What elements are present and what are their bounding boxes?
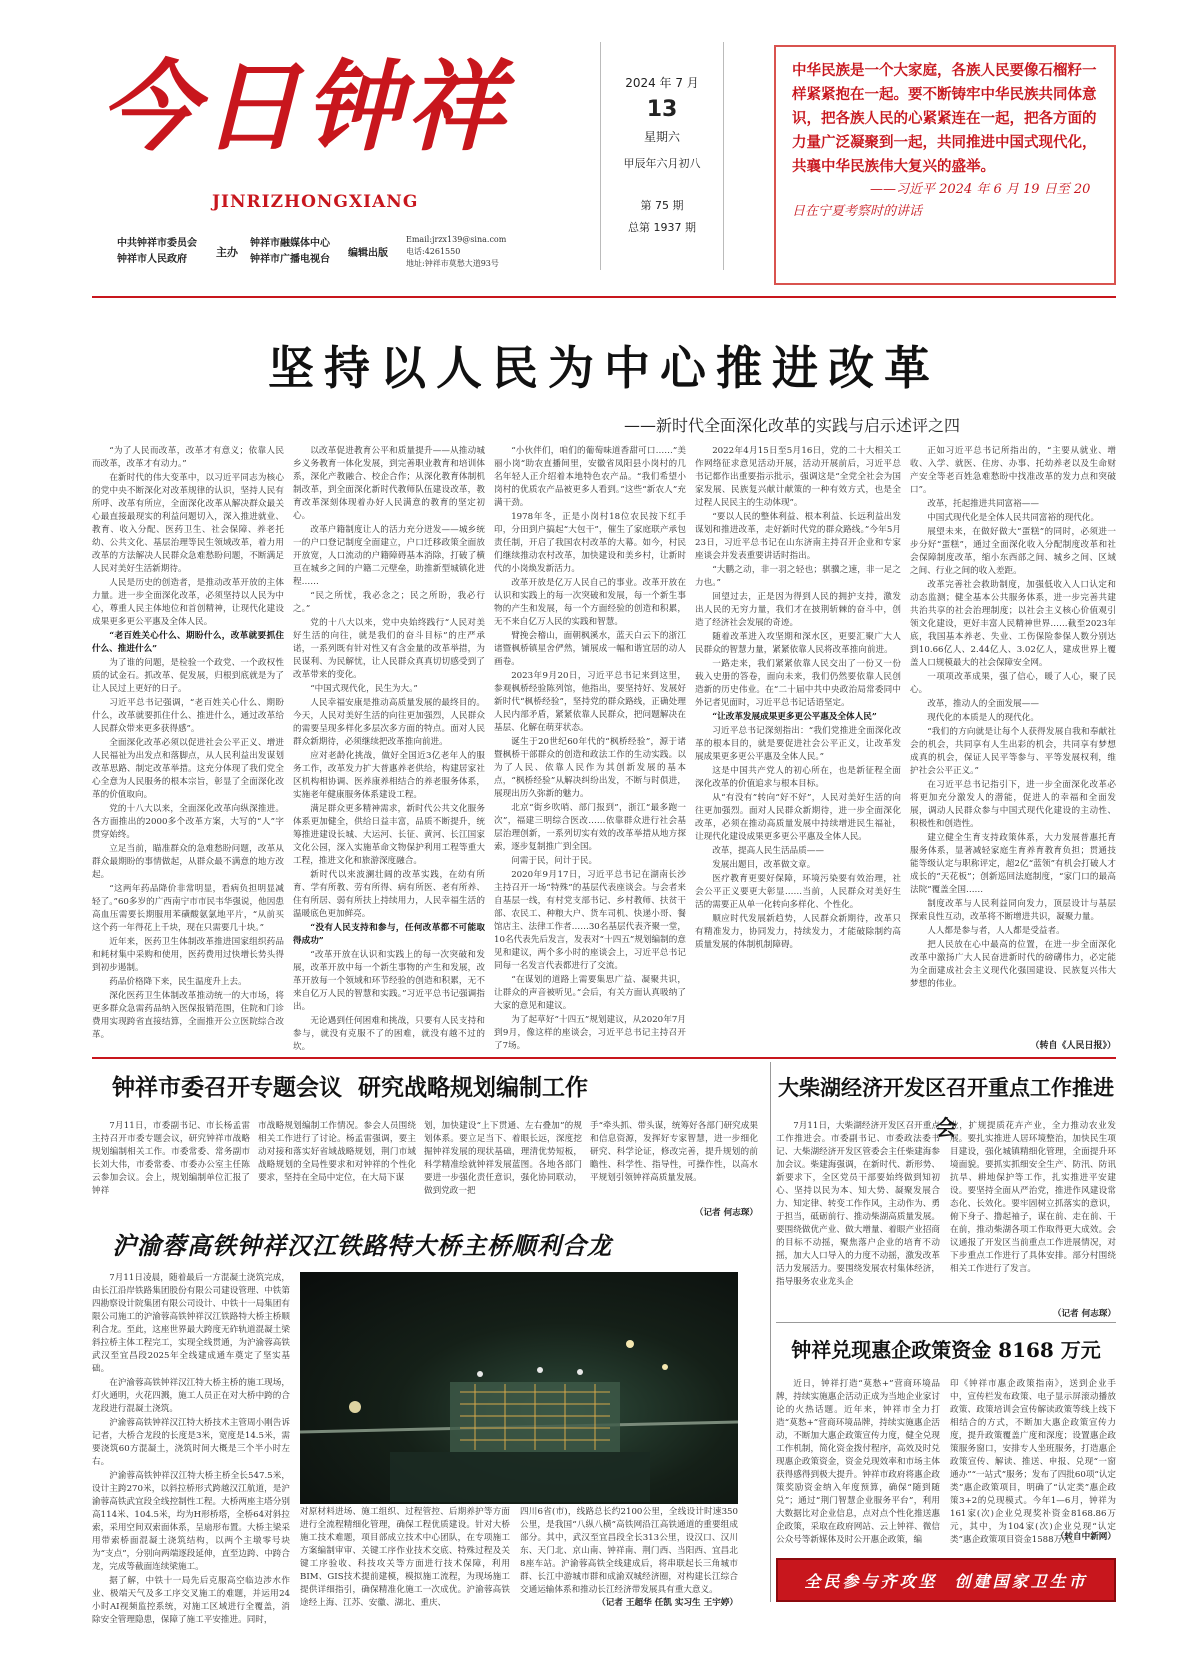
date-month: 2024 年 7 月 — [625, 76, 699, 90]
lead-paragraph: 诞生于20世纪60年代的“枫桥经验”，源于诸暨枫桥干部群众的创造和政法工作的生动实践。以为了人民、依靠人民作为其创新发展的基本点，“枫桥经验”从解决纠纷出发，不断与时俱进，展现出历久弥新的魅力。 — [494, 737, 686, 799]
address: 地址:钟祥市莫愁大道93号 — [406, 259, 499, 268]
article2-col-1: 7月11日，市委副书记、市长杨孟雷主持召开市委专题会议，研究钟祥市战略规划编制相关工作。市委常委、常务副市长刘大伟，市委常委、市委办公室主任陈云参加会议。会上，规划编制单位汇报了钟祥 — [92, 1121, 250, 1196]
lead-paragraph: “要以人民的整体利益、根本利益、长远利益出发谋划和推进改革，走好新时代党的群众路线。”今年5月23日，习近平总书记在山东济南主持召开企业和专家座谈会并发表重要讲话时指出。 — [695, 512, 901, 561]
lead-paragraph: “中国式现代化，民生为大。” — [310, 684, 418, 694]
phone: 电话:4261550 — [406, 247, 461, 256]
lead-paragraph: “改革开放在认识和实践上的每一次突破和发展，改革开放中每一个新生事物的产生和发展，改革开放每一个领域和环节经验的创造和积累，无不来自亿万人民的智慧和实践。”习近平总书记强调指出。 — [293, 950, 485, 1012]
article3-col-3: 四川6省(市)，线路总长约2100公里，全线设计时速350公里，是我国“八纵八横”高铁网沿江高铁通道的重要组成部分。其中，武汉至宜昌段全长313公里，设汉口、汉川东、天门北、京山南、钟祥南、荆门西、当阳西、宜昌北8座车站。沪渝蓉高铁全线建成后，将串联起长三角城市群、长江中游城市群和成渝双城经济圈，对构建长江综合交通运输体系和推动长江经济带发展具有重大意义。 — [520, 1507, 738, 1595]
lead-paragraph: 为了谁的问题，是检验一个政党、一个政权性质的试金石。抓改革、促发展，归根到底就是为了让人民过上更好的日子。 — [92, 658, 284, 694]
lead-credit: （转自《人民日报》） — [1030, 1041, 1116, 1051]
lead-paragraph: 改革，提高人民生活品质—— — [712, 846, 824, 856]
lead-paragraph: 立足当前，瞄准群众的急难愁盼问题，改革从群众最期盼的事情做起，从群众最不满意的地方改起。 — [92, 844, 284, 880]
lead-paragraph: 现代化的本质是人的现代化。 — [927, 713, 1039, 723]
lead-paragraph: 为了起草好“十四五”规划建议，从2020年7月到9月，像这样的座谈会，习近平总书记主持召开了7场。 — [494, 1015, 686, 1051]
article3-paragraph: 据了解，中铁十一局先后克服高空临边涉水作业、极端天气及多工序交叉施工的难题，并运用24小时AI视频监控系统，对施工区域进行全覆盖，消除安全管理隐患，保障了施工平安推进。同时， — [92, 1576, 290, 1625]
lead-col-4 — [695, 445, 901, 1039]
article3-paragraph: 7月11日凌晨，随着最后一方混凝土浇筑完成，由长江沿岸铁路集团股份有限公司建设管理、中铁第四勘察设计院集团有限公司设计、中铁十一局集团有限公司施工的沪渝蓉高铁钟祥汉江铁路特大桥主桥顺利合龙。至此，这座世界最大跨度无砟轨道混凝土梁斜拉桥主体工程完工，实现全线贯通，为沪渝蓉高铁武汉至宜昌段2025年全线建成通车奠定了坚实基础。 — [92, 1273, 290, 1374]
article2-col-4: 手“牵头抓、带头谋，统筹好各部门研究成果和信息资源，发挥好专家智慧，进一步细化研究、科学论证，修改完善，提升规划的前瞻性、科学性、指导性，可操作性，以高水平规划引领钟祥高质量发展。 — [590, 1121, 758, 1183]
article5-col-1: 近日，钟祥打造“莫愁+”营商环境品牌，持续实施惠企活动正成为当地企业家讨论的火热话题。近年来，钟祥市全力打造“莫愁+”营商环境品牌，持续实施惠企活动，不断加大惠企政策宣传力度，健全兑现工作机制，简化资金拨付程序，高效及时兑现惠企政策资金，资金兑现效率和市场主体获得感得到极大提升。钟祥市政府将惠企政策奖励资金纳入年度预算，确保“随到随兑”；通过“荆门智慧企业服务平台”，利用大数据比对企业信息，点对点个性化推送惠企政策，采取在政府网站、云上钟祥、微信公众号等新媒体及时公开惠企政策，编 — [776, 1379, 940, 1545]
lead-subheading: “老百姓关心什么、期盼什么，改革就要抓住什么、推进什么” — [92, 631, 284, 654]
total-issue: 总第 1937 期 — [628, 221, 696, 234]
publisher-1: 钟祥市融媒体中心 — [250, 238, 330, 249]
article2-col-2: 市战略规划编制工作情况。参会人员围绕相关工作进行了讨论。杨孟雷强调，要主动对接和落实好省域战略规划，荆门市域战略规划的全局性要求和对钟祥的个性化要求，坚持在全局中定位，在大局下谋 — [258, 1121, 416, 1183]
lead-paragraph: “为了人民而改革，改革才有意义；依靠人民而改革，改革才有动力。” — [92, 446, 284, 469]
lead-paragraph: 人民幸福安康是推动高质量发展的最终目的。今天，人民对美好生活的向往更加强烈，人民群众的需要呈现多样化多层次多方面的特点。面对人民群众新期待，必须继续把改革推向前进。 — [293, 698, 485, 747]
lead-paragraph: “在谋划的道路上需要集思广益、凝聚共识，让群众的声音被听见。”会后，有关方面认真吸纳了大家的意见和建议。 — [494, 975, 686, 1011]
lead-paragraph: 新时代以来波澜壮阔的改革实践，在幼有所育、学有所教、劳有所得、病有所医、老有所养、住有所居、弱有所扶上持续用力，人民幸福生活的温暖底色更加鲜亮。 — [293, 870, 485, 919]
lead-paragraph: 问需于民，问计于民。 — [511, 856, 598, 866]
lead-paragraph: 中国式现代化是全体人民共同富裕的现代化。 — [927, 513, 1100, 523]
publisher-2: 钟祥市广播电视台 — [250, 254, 330, 265]
mid-rule — [92, 1057, 1116, 1059]
lead-paragraph: 发展出题目，改革做文章。 — [712, 860, 816, 870]
lead-paragraph: 医疗教育更要好保障，环境污染要有效治理，社会公平正义要更大彰显……当前，人民群众对美好生活的需要正从单一化转向多样化、个性化。 — [695, 874, 901, 910]
masthead-pinyin: JINRIZHONGXIANG — [212, 192, 419, 212]
masthead — [100, 28, 570, 273]
lead-paragraph: 改革，推动人的全面发展—— — [927, 699, 1039, 709]
lead-paragraph: 顺应时代发展新趋势，人民群众新期待，改革只有精准发力，协同发力，持续发力，才能破除制约高质量发展的体制机制障碍。 — [695, 914, 901, 950]
lead-paragraph: 人人都是参与者，人人都是受益者。 — [927, 926, 1065, 936]
article3-col-1 — [92, 1272, 290, 1625]
sponsor-2: 钟祥市人民政府 — [117, 254, 187, 265]
lead-headline: 坚持以人民为中心推进改革 — [268, 341, 940, 395]
article2-credit: （记者 何志琛） — [694, 1208, 758, 1218]
lead-paragraph: 从“有没有”转向“好不好”，人民对美好生活的向往更加强烈。面对人民群众新期待，进一步全面深化改革，必须在推动高质量发展中持续增进民生福祉，让现代化建设成果更多更公平惠及全体人民。 — [695, 793, 901, 842]
lead-paragraph: 2022年4月15日至5月16日，党的二十大相关工作网络征求意见活动开展，活动开展前后，习近平总书记都作出重要指示批示，强调这是“全党全社会为国家发展、民族复兴献计献策的一种有效方式，也是全过程人民民主的生动体现”。 — [695, 446, 901, 508]
lead-col-2 — [293, 445, 485, 1052]
lead-paragraph: 以改革促进教育公平和质量提升——从推动城乡义务教育一体化发展，到完善职业教育和培训体系，深化产教融合、校企合作；从深化教育体制机制改革，到全面深化新时代教师队伍建设改革，教育改革深刻体现着办好人民满意的教育的坚定初心。 — [293, 446, 485, 521]
lead-paragraph: 改革，托起推进共同富裕—— — [927, 499, 1039, 509]
lead-paragraph: 一路走来，我们紧紧依靠人民交出了一份又一份载入史册的答卷，面向未来，我们仍然要依靠人民创造新的历史伟业。在“二十届中共中央政治局常委同中外记者见面时，习近平总书记话语坚定。 — [695, 659, 901, 708]
article3-credit: （记者 王超华 任凯 实习生 王宇婷） — [597, 1598, 738, 1608]
lead-paragraph: 随着改革进入攻坚期和深水区，更要汇聚广大人民群众的智慧力量，紧紧依靠人民将改革推向前进。 — [695, 632, 901, 655]
lead-paragraph: 人民是历史的创造者，是推动改革开放的主体力量。进一步全面深化改革，必须坚持以人民为中心，尊重人民主体地位和首创精神，让现代化建设成果更多更公平惠及全体人民。 — [92, 578, 284, 627]
article4-headline: 大柴湖经济开发区召开重点工作推进会 — [778, 1075, 1114, 1140]
lead-paragraph: “小伙伴们，咱们的葡萄味道香甜可口……”美丽小岗“助农直播间里，安徽省凤阳县小岗村的几名年轻人正介绍着本地特色农产品。“我们希望小岗村的优质农产品被更多人看到。”这些“新农人”充满干劲。 — [494, 446, 686, 508]
lead-paragraph: 无论遇到任何困难和挑战，只要有人民支持和参与，就没有克服不了的困难，就没有越不过的坎。 — [293, 1016, 485, 1052]
article5-headline: 钟祥兑现惠企政策资金 8168 万元 — [791, 1338, 1101, 1362]
lead-paragraph: 党的十八大以来，全面深化改革向纵深推进。各方面推出的2000多个改革方案，大写的“人”字贯穿始终。 — [92, 804, 284, 840]
quote-source: ——习近平 2024 年 6 月 19 日至 20 日在宁夏考察时的讲话 — [792, 182, 1091, 219]
article3-col-2: 对原材料进场、施工组织、过程管控、后期养护等方面进行全流程精细化管理，确保工程优质建设。针对大桥施工技术难题，项目部成立技术中心团队，在专项施工方案编制审审、关键工序作业技术交底、特殊过程及关键工序验收、科技攻关等方面进行技术保障，利用BIM、GIS技术提前建模，模拟施工流程，为现场施工提供详细指引，确保精准化施工一次成优。沪渝蓉高铁途经上海、江苏、安徽、湖北、重庆、 — [300, 1507, 510, 1608]
slogan-text: 全民参与齐攻坚 创建国家卫生市 — [804, 1571, 1088, 1591]
article3-headline: 沪渝蓉高铁钟祥汉江铁路特大桥主桥顺利合龙 — [112, 1231, 612, 1260]
date-box — [600, 42, 724, 270]
quote-text: 中华民族是一个大家庭，各族人民要像石榴籽一样紧紧抱在一起。要不断铸牢中华民族共同体意识，把各族人民的心紧紧连在一起，把各方面的力量广泛凝聚到一起，共同推进中国式现代化，共襄中华民族伟大复兴的盛举。 — [792, 63, 1097, 175]
article3-paragraph: 沪渝蓉高铁钟祥汉江特大桥技术主管周小刚告诉记者，大桥合龙段的长度是3米，宽度是14.5米，需要浇筑60方混凝土，浇筑时间大概是三个半小时左右。 — [92, 1418, 290, 1467]
lead-paragraph: 党的十八大以来，党中央始终践行“人民对美好生活的向往，就是我们的奋斗目标”的庄严承诺，一系列既有针对性又有含金量的改革举措，为民谋利、为民解忧，让人民群众真真切切感受到了改革带来的变化。 — [293, 618, 485, 680]
vertical-rule — [770, 1062, 771, 1602]
lead-paragraph: 习近平总书记深刻指出：“我们党推进全面深化改革的根本目的，就是要促进社会公平正义，让改革发展成果更多更公平惠及全体人民。” — [695, 726, 901, 762]
article2-col-3: 划，加快建设“上下贯通、左右叠加”的规划体系。要立足当下、着眼长远，深度挖掘钟祥发展的现状基础，理清优势短板，科学精准绘就钟祥发展蓝图。各地各部门要进一步强化责任意识，强化协同联动，做到党政一把 — [424, 1121, 582, 1196]
lead-paragraph: 药品价格降下来，民生温度升上去。 — [109, 977, 247, 987]
lead-paragraph: 臂挽会稽山，面朝枫溪水，蓝天白云下的浙江诸暨枫桥镇星舍俨然，铺展成一幅和谐宜居的动人画卷。 — [494, 631, 686, 667]
lead-paragraph: 改革完善社会救助制度，加强低收入人口认定和动态监测；健全基本公共服务体系，进一步完善共建共治共享的社会治理制度；以社会主义核心价值观引领文化建设，更好丰富人民精神世界……截至2023年底，我国基本养老、失业、工伤保险参保人数分别达到10.66亿人、2.44亿人、3.02亿人，建成世界上覆盖人口规模最大的社会保障安全网。 — [910, 580, 1116, 668]
lead-paragraph: 展望未来，在做好做大“蛋糕”的同时，必须进一步分好“蛋糕”，通过全面深化收入分配制度改革和社会保障制度改革，缩小东西部之间、城乡之间、区域之间、行业之间的收入差距。 — [910, 527, 1116, 576]
slogan-banner — [776, 1558, 1116, 1602]
bridge-photo — [300, 1272, 738, 1504]
lead-paragraph: 应对老龄化挑战，做好全国近3亿老年人的服务工作，改革发力扩大普惠养老供给，构建居家社区机构相协调、医养康养相结合的养老服务体系，实施老年健康服务体系建设工程。 — [293, 751, 485, 800]
lead-subhead: ——新时代全面深化改革的实践与启示述评之四 — [623, 416, 960, 435]
article4-col-2: 业，扩规提质花卉产业，全力推动农业发展。要扎实推进人居环境整治，加快民生项目建设，强化城镇精细化管理，全面提升环境面貌。要抓实抓细安全生产、防汛、防讯抗旱、耕地保护等工作，扎实推进平安建设。要坚持全面从严治党，推进作风建设常态化、长效化。要牢固树立抓落实的意识，俯下身子、撸起袖子，谋在前、走在前、干在前，推动柴湖各项工作取得更大成效。会议通报了开发区当前重点工作进展情况，对下步重点工作进行了具体安排。部分村围绕相关工作进行了发言。 — [950, 1121, 1116, 1274]
top-rule — [92, 296, 1116, 298]
date-lunar: 甲辰年六月初八 — [623, 157, 701, 170]
lead-paragraph: 改革户籍制度让人的活力充分迸发——城乡统一的户口登记制度全面建立，户口迁移政策全面放开放宽，人口流动的户籍障碍基本消除，打破了横亘在城乡之间的户籍二元壁垒，助推新型城镇化进程…… — [293, 525, 485, 587]
lead-paragraph: 把人民放在心中最高的位置，在进一步全面深化改革中激扬广大人民奋进新时代的磅礴伟力，必定能为全面建成社会主义现代化强国建设、民族复兴伟大梦想的伟业。 — [910, 940, 1116, 989]
lead-paragraph: 全面深化改革必须以促进社会公平正义、增进人民福祉为出发点和落脚点，从人民利益出发谋划改革思路、制定改革举措。这充分体现了我们党全心全意为人民服务的根本宗旨，彰显了全面深化改革的价值取向。 — [92, 738, 284, 800]
quote-box — [774, 45, 1116, 285]
article3-paragraph: 沪渝蓉高铁钟祥汉江特大桥主桥全长547.5米，设计主跨270米，以斜拉桥形式跨越汉江航道，是沪渝蓉高铁武宜段全线控制性工程。大桥两座主塔分别高114米、104.5米，均为H形桥塔，全桥64对斜拉索，采用空间双索面体系，呈扇形布置。大桥主梁采用带索桥面混凝土浇筑结构，以两个主墩零号块为“支点”，分别向两端逐段延伸，直至边跨、中跨合龙，完成等截面连续梁施工。 — [92, 1471, 290, 1572]
lead-paragraph: “大鹏之动，非一羽之轻也；骐骥之速，非一足之力也。” — [695, 565, 901, 588]
lead-paragraph: 回望过去，正是因为得到人民的拥护支持，激发出人民的无穷力量，我们才在披荆斩棘的奋斗中，创造了经济社会发展的奇迹。 — [695, 592, 901, 628]
email: Email:jrzx139@sina.com — [406, 235, 507, 244]
lead-subheading: “没有人民支持和参与，任何改革都不可能取得成功” — [293, 923, 485, 946]
lead-paragraph: 深化医药卫生体制改革推动统一的大市场，将更多群众急需药品纳入医保报销范围，住院和门诊费用实现跨省直接结算，全面推开公立医院综合改革。 — [92, 991, 284, 1040]
lead-paragraph: 近年来，医药卫生体制改革推进国家组织药品和耗材集中采购和使用，医药费用过快增长势头得到初步遏制。 — [92, 937, 284, 973]
bridge-photo-illustration — [300, 1272, 738, 1504]
lead-col-1 — [92, 445, 284, 1039]
lead-paragraph: 北京“街乡吹哨、部门报到”，浙江“最多跑一次”，福建三明综合医改……依靠群众进行社会基层治理创新，一系列切实有效的改革举措从地方探索，逐步复制推广到全国。 — [494, 803, 686, 852]
lead-paragraph: 建立健全生育支持政策体系，大力发展普惠托育服务体系，显著减轻家庭生育养育教育负担；贯通技能等级认定与职称评定，超2亿“蓝领”有机会打破人才成长的“天花板”；创新巡回法庭制度，“家门口的最高法院”覆盖全国…… — [910, 833, 1116, 895]
article4-rule — [776, 1322, 1116, 1323]
masthead-title: 今日钟祥 — [100, 50, 509, 165]
date-day: 13 — [646, 97, 678, 122]
lead-col-5 — [910, 445, 1116, 1039]
lead-paragraph: “这两年药品降价非常明显，看病负担明显减轻了。”60多岁的广西南宁市市民韦华强说，他因患高血压需要长期服用苯磺酸氨氯地平片，“从前买这个药一年得花上千块，现在只需要几十块。” — [92, 884, 284, 933]
issue-number: 第 75 期 — [640, 199, 684, 212]
lead-paragraph: “我们的方向就是让每个人获得发展自我和奉献社会的机会，共同享有人生出彩的机会，共同享有梦想成真的机会，保证人民平等参与、平等发展权利，维护社会公平正义。” — [910, 727, 1116, 776]
sponsor-tag: 主办 — [216, 246, 238, 259]
publisher-tag: 编辑出版 — [348, 248, 388, 259]
sponsor-1: 中共钟祥市委员会 — [117, 238, 197, 249]
article5-credit: （转自中新网） — [1055, 1532, 1116, 1542]
article4-col-1: 7月11日，大柴湖经济开发区召开重点工作推进会。市委副书记、市委政法委书记、大柴湖经济开发区管委会主任柴建海参加会议。柴建海强调，在新时代、新形势、新要求下，全区党员干部要始终做到知初心、坚持以民为本、知大势、凝聚发展合力、知定律、转变工作作风，主动作为、勇于担当，砥砺前行、推动柴湖高质量发展。要围绕做优产业、做大增量、着眼产业招商的目标不动摇，聚焦落户企业的培育不动摇，加大人口导入的力度不动摇，激发改革活力发展活力。要围绕发展农村集体经济，指导服务农业龙头企 — [776, 1121, 940, 1287]
lead-col-3 — [494, 445, 686, 1051]
lead-paragraph: 制度改革与人民利益同向发力，顶层设计与基层探索良性互动，改革将不断增进共识，凝聚力量。 — [910, 899, 1116, 922]
lead-paragraph: 在新时代的伟大变革中，以习近平同志为核心的党中央不断深化对改革规律的认识，坚持人民有所呼、改革有所应，全面深化改革从解决群众最关心最直接最现实的利益问题切入，深入推进就业、教育、收入分配、医药卫生、社会保障、养老托幼、公共文化、基层治理等民生领域改革，着力用改革的方法解决人民群众急难愁盼问题，不断满足人民对美好生活新期待。 — [92, 473, 284, 574]
lead-subheading: “让改革发展成果更多更公平惠及全体人民” — [712, 712, 877, 722]
lead-paragraph: 习近平总书记强调，“老百姓关心什么、期盼什么，改革就要抓住什么、推进什么，通过改革给人民群众带来更多获得感”。 — [92, 698, 284, 734]
lead-paragraph: 2023年9月20日，习近平总书记来到这里，参观枫桥经验陈列馆，他指出，要坚持好、发展好新时代“枫桥经验”，坚持党的群众路线，正确处理人民内部矛盾，紧紧依靠人民群众，把问题解决在基层、化解在萌芽状态。 — [494, 671, 686, 733]
lead-paragraph: 这是中国共产党人的初心所在，也是新征程全面深化改革的价值追求与根本目标。 — [695, 766, 901, 789]
lead-paragraph: 正如习近平总书记所指出的，“主要从就业、增收、入学、就医、住房、办事、托幼养老以及生命财产安全等老百姓急难愁盼中找准改革的发力点和突破口”。 — [910, 446, 1116, 495]
article3-paragraph: 在沪渝蓉高铁钟祥汉江特大桥主桥的施工现场，灯火通明，火花四溅，施工人员正在对大桥中跨的合龙段进行混凝土浇筑。 — [92, 1378, 290, 1414]
lead-paragraph: 1978年冬，正是小岗村18位农民按下红手印，分田到户搞起“大包干”，催生了家庭联产承包责任制，开启了我国农村改革的大幕。如今，村民们继续推动农村改革，加快建设和美乡村，让新时代的小岗焕发新活力。 — [494, 512, 686, 574]
article2-headline: 钟祥市委召开专题会议 研究战略规划编制工作 — [112, 1074, 589, 1101]
article4-credit: （记者 何志琛） — [1052, 1309, 1116, 1319]
date-weekday: 星期六 — [643, 130, 680, 144]
lead-paragraph: 一项项改革成果，强了信心，暖了人心，聚了民心。 — [910, 672, 1116, 695]
lead-paragraph: “民之所忧，我必念之；民之所盼，我必行之。” — [293, 591, 485, 614]
lead-paragraph: 在习近平总书记指引下，进一步全面深化改革必将更加充分激发人的潜能，促进人的幸福和全面发展，调动人民群众参与中国式现代化建设的主动性、积极性和创造性。 — [910, 780, 1116, 829]
lead-paragraph: 改革开放是亿万人民自己的事业。改革开放在认识和实践上的每一次突破和发展，每一个新生事物的产生和发展，每一个方面经验的创造和积累，无不来自亿万人民的实践和智慧。 — [494, 578, 686, 627]
article5-col-2: 印《钟祥市惠企政策指南》，送到企业手中，宣传栏发布政策、电子显示屏滚动播放政策、政策培训会宣传解读政策等线上线下相结合的方式，不断加大惠企政策宣传力度，提升政策覆盖广度和深度；设置惠企政策服务窗口，安排专人坐班服务，打造惠企政策宣传、解读、推送、申报、兑现“一窗通办”“一站式”服务；发布了四批60项“认定类”惠企政策项目，明确了“认定类”惠企政策3+2的兑现模式。今年1—6月，钟祥为161家(次)企业兑现奖补资金8168.86万元，其中，为104家(次)企业兑现“认定类”惠企政策项目资金1588万元。 — [950, 1379, 1117, 1545]
lead-paragraph: 满足群众更多精神需求，新时代公共文化服务体系更加健全，供给日益丰富，品质不断提升，统筹推进建设长城、大运河、长征、黄河、长江国家文化公园，深入实施革命文物保护利用工程等重大工程，推进文化和旅游深度融合。 — [293, 804, 485, 866]
lead-paragraph: 2020年9月17日，习近平总书记在湖南长沙主持召开一场“特殊”的基层代表座谈会。与会者来自基层一线，有村党支部书记、乡村教师、扶贫干部、农民工、种粮大户、货车司机、快递小哥、餐馆店主、法律工作者……30名基层代表齐聚一堂，10名代表先后发言，发表对“十四五”规划编制的意见和建议，两个多小时的座谈会上，习近平总书记同每一名发言代表都进行了交流。 — [494, 870, 686, 971]
